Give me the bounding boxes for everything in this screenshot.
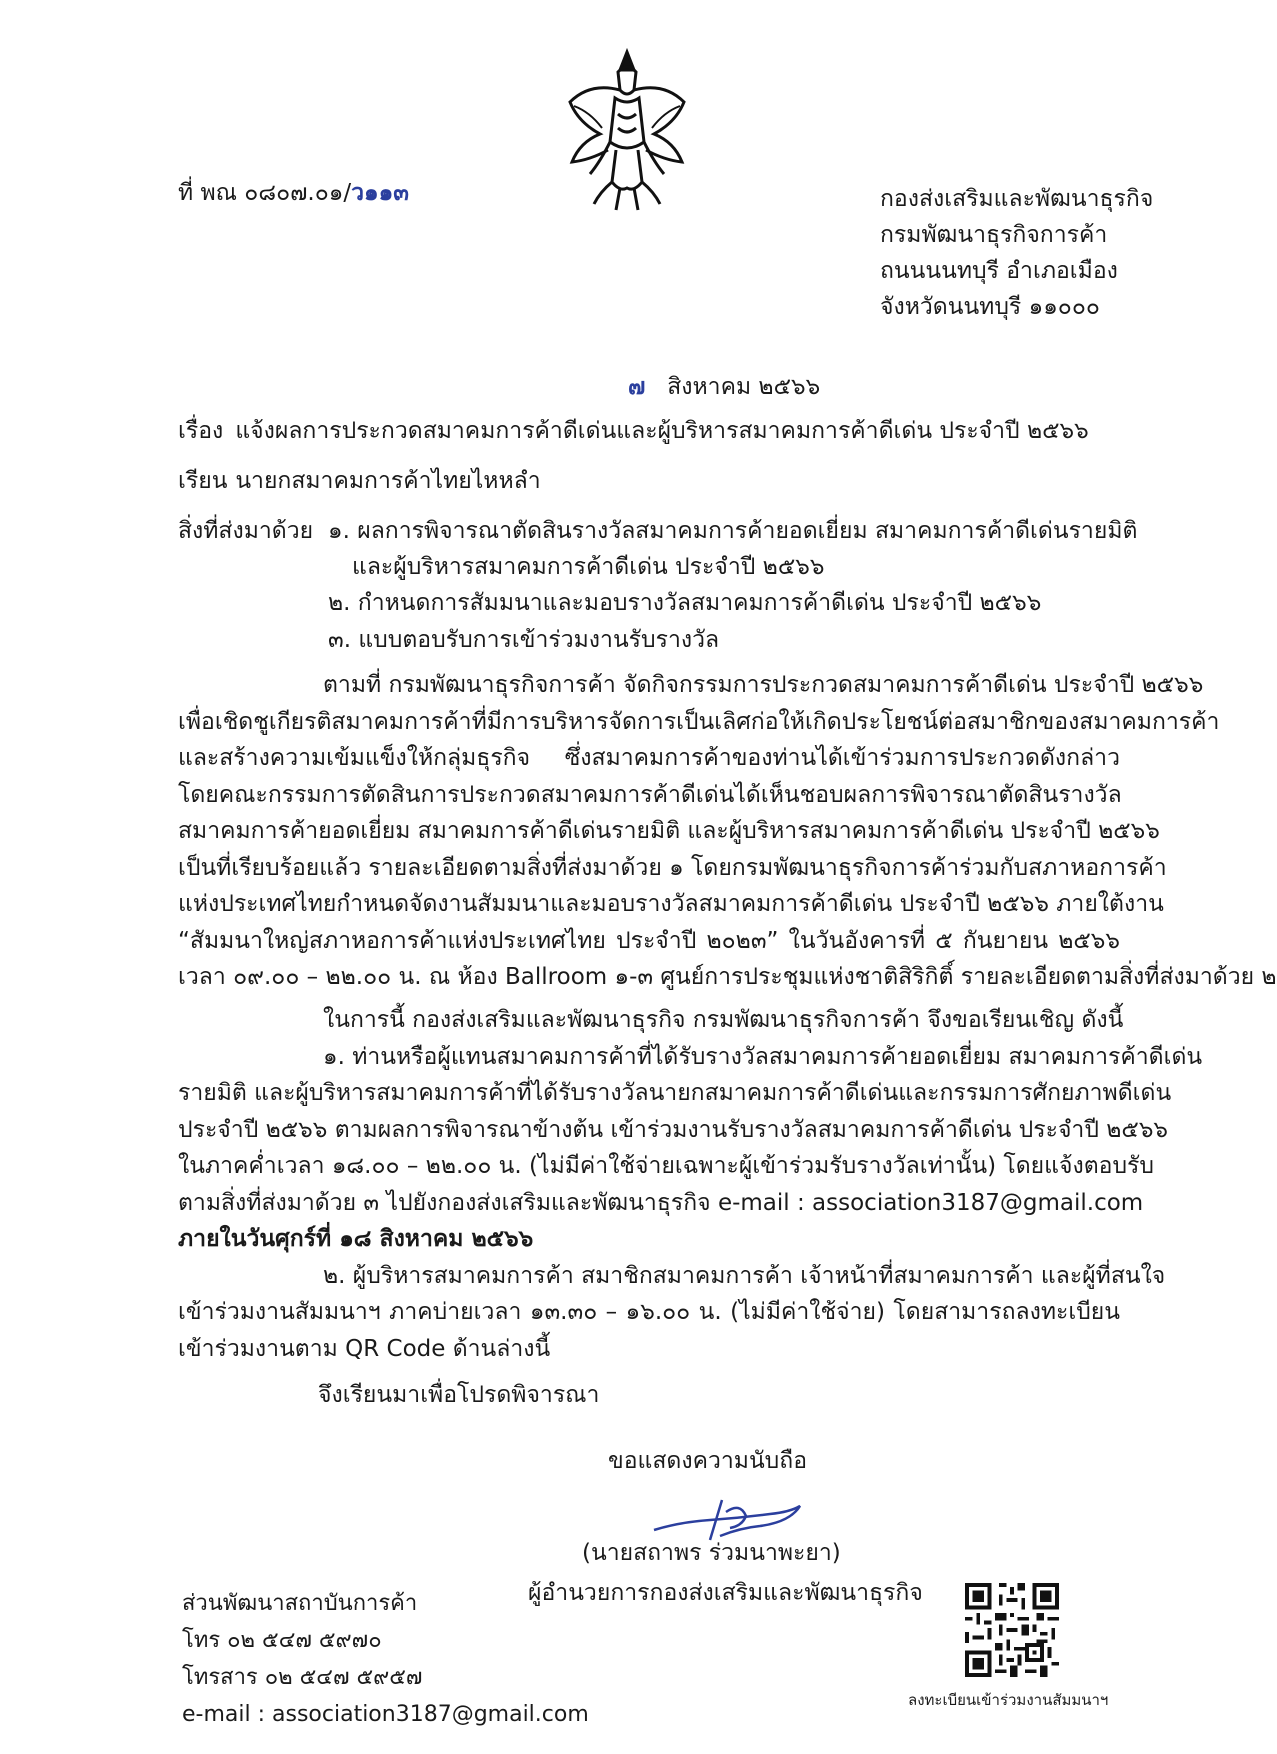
date-day-handwritten: ๗ [628, 374, 646, 400]
body-paragraph-1 [178, 667, 1277, 996]
body-line: เพื่อเชิดชูเกียรติสมาคมการค้าที่มีการบริหารจัดการเป็นเลิศก่อให้เกิดประโยชน์ต่อสมาชิกของสมาคมการค้า [178, 708, 1220, 735]
body-line: แห่งประเทศไทยกำหนดจัดงานสัมมนาและมอบรางวัลสมาคมการค้าดีเด่น ประจำปี ๒๕๖๖ ภายใต้งาน [178, 891, 1164, 917]
address-line: ถนนนนทบุรี อำเภอเมือง [880, 258, 1118, 284]
reference-handwritten-number: ว๑๑๓ [351, 180, 409, 206]
body-line: เป็นที่เรียบร้อยแล้ว รายละเอียดตามสิ่งที่ส่งมาด้วย ๑ โดยกรมพัฒนาธุรกิจการค้าร่วมกับสภาหอการค้า [178, 854, 1167, 881]
sender-address [880, 186, 1153, 330]
body-line: ประจำปี ๒๕๖๖ ตามผลการพิจารณาข้างต้น เข้าร่วมงานรับรางวัลสมาคมการค้าดีเด่น ประจำปี ๒๕๖๖ [178, 1116, 1169, 1143]
reference-number [178, 180, 409, 208]
attachment-item-continued: และผู้บริหารสมาคมการค้าดีเด่น ประจำปี ๒๕๖๖ [352, 554, 825, 580]
signer-position: ผู้อำนวยการกองส่งเสริมและพัฒนาธุรกิจ [528, 1580, 923, 1606]
body-line: เข้าร่วมงานสัมมนาฯ ภาคบ่ายเวลา ๑๓.๓๐ – ๑๖.๐๐ น. (ไม่มีค่าใช้จ่าย) โดยสามารถลงทะเบียน [178, 1299, 1120, 1325]
body-paragraph-2 [178, 1002, 1203, 1367]
recipient-label: เรียน [178, 468, 228, 494]
subject-text: แจ้งผลการประกวดสมาคมการค้าดีเด่นและผู้บริหารสมาคมการค้าดีเด่น ประจำปี ๒๕๖๖ [235, 418, 1089, 444]
invitation-item-1: ๑. ท่านหรือผู้แทนสมาคมการค้าที่ได้รับรางวัลสมาคมการค้ายอดเยี่ยม สมาคมการค้าดีเด่น [323, 1043, 1203, 1070]
body-line: สมาคมการค้ายอดเยี่ยม สมาคมการค้าดีเด่นรายมิติ และผู้บริหารสมาคมการค้าดีเด่น ประจำปี ๒๕๖๖ [178, 818, 1160, 844]
contact-department: ส่วนพัฒนาสถาบันการค้า [182, 1591, 418, 1616]
attachments-label: สิ่งที่ส่งมาด้วย [178, 518, 314, 544]
body-line: และสร้างความเข้มแข็งให้กลุ่มธุรกิจ ซึ่งสมาคมการค้าของท่านได้เข้าร่วมการประกวดดังกล่าว [178, 745, 1120, 771]
letter-date [628, 374, 820, 402]
body-line: เข้าร่วมงานตาม QR Code ด้านล่างนี้ [178, 1335, 551, 1362]
signer-name: (นายสถาพร ร่วมนาพะยา) [582, 1540, 841, 1566]
garuda-emblem-icon [560, 42, 695, 214]
body-line: โดยคณะกรรมการตัดสินการประกวดสมาคมการค้าดีเด่นได้เห็นชอบผลการพิจารณาตัดสินรางวัล [178, 781, 1122, 808]
address-line: กรมพัฒนาธุรกิจการค้า [880, 222, 1108, 248]
subject-label: เรื่อง [178, 418, 224, 444]
attachment-item: ๓. แบบตอบรับการเข้าร่วมงานรับรางวัล [328, 627, 720, 653]
response-deadline: ภายในวันศุกร์ที่ ๑๘ สิงหาคม ๒๕๖๖ [178, 1226, 534, 1252]
address-line: จังหวัดนนทบุรี ๑๑๐๐๐ [880, 294, 1100, 320]
body-line: ตามที่ กรมพัฒนาธุรกิจการค้า จัดกิจกรรมการประกวดสมาคมการค้าดีเด่น ประจำปี ๒๕๖๖ [323, 672, 1204, 698]
subject-row [178, 418, 1089, 446]
body-line: ในภาคค่ำเวลา ๑๘.๐๐ – ๒๒.๐๐ น. (ไม่มีค่าใช้จ่ายเฉพาะผู้เข้าร่วมรับรางวัลเท่านั้น) โดยแจ้งตอบรับ [178, 1153, 1154, 1179]
body-line: “สัมมนาใหญ่สภาหอการค้าแห่งประเทศไทย ประจำปี ๒๐๒๓” ในวันอังคารที่ ๕ กันยายน ๒๕๖๖ [178, 927, 1120, 954]
body-line: รายมิติ และผู้บริหารสมาคมการค้าที่ได้รับรางวัลนายกสมาคมการค้าดีเด่นและกรรมการศักยภาพดีเด่น [178, 1080, 1172, 1106]
body-line: ในการนี้ กองส่งเสริมและพัฒนาธุรกิจ กรมพัฒนาธุรกิจการค้า จึงขอเรียนเชิญ ดังนี้ [323, 1007, 1124, 1033]
qr-code-icon[interactable] [965, 1583, 1059, 1677]
contact-block [182, 1585, 589, 1733]
recipient-row [178, 468, 541, 496]
reference-prefix: ที่ พณ ๐๘๐๗.๐๑/ [178, 180, 352, 206]
attachment-item: ๒. กำหนดการสัมมนาและมอบรางวัลสมาคมการค้าดีเด่น ประจำปี ๒๕๖๖ [328, 590, 1042, 616]
address-line: กองส่งเสริมและพัฒนาธุรกิจ [880, 186, 1154, 212]
body-line: เวลา ๐๙.๐๐ – ๒๒.๐๐ น. ณ ห้อง Ballroom ๑-๓ ศูนย์การประชุมแห่งชาติสิริกิติ์ รายละเอียดตามสิ่งที่ส่งมาด้วย ๒ [178, 964, 1277, 990]
date-month-year: สิงหาคม ๒๕๖๖ [667, 374, 821, 400]
recipient-text: นายกสมาคมการค้าไทยไหหลำ [235, 468, 541, 494]
attachments [178, 518, 1138, 668]
qr-caption: ลงทะเบียนเข้าร่วมงานสัมมนาฯ [908, 1691, 1109, 1709]
regards-line: ขอแสดงความนับถือ [608, 1448, 808, 1474]
body-line: ตามสิ่งที่ส่งมาด้วย ๓ ไปยังกองส่งเสริมและพัฒนาธุรกิจ e-mail : association3187@gmail.com [178, 1189, 1144, 1216]
invitation-item-2: ๒. ผู้บริหารสมาคมการค้า สมาชิกสมาคมการค้า เจ้าหน้าที่สมาคมการค้า และผู้ที่สนใจ [323, 1262, 1166, 1289]
contact-phone: โทร ๐๒ ๕๔๗ ๕๙๗๐ [182, 1628, 382, 1653]
closing-line: จึงเรียนมาเพื่อโปรดพิจารณา [318, 1382, 600, 1408]
contact-email: e-mail : association3187@gmail.com [182, 1702, 589, 1727]
attachment-item: ๑. ผลการพิจารณาตัดสินรางวัลสมาคมการค้ายอดเยี่ยม สมาคมการค้าดีเด่นรายมิติ [328, 518, 1138, 544]
contact-fax: โทรสาร ๐๒ ๕๔๗ ๕๙๕๗ [182, 1665, 423, 1690]
